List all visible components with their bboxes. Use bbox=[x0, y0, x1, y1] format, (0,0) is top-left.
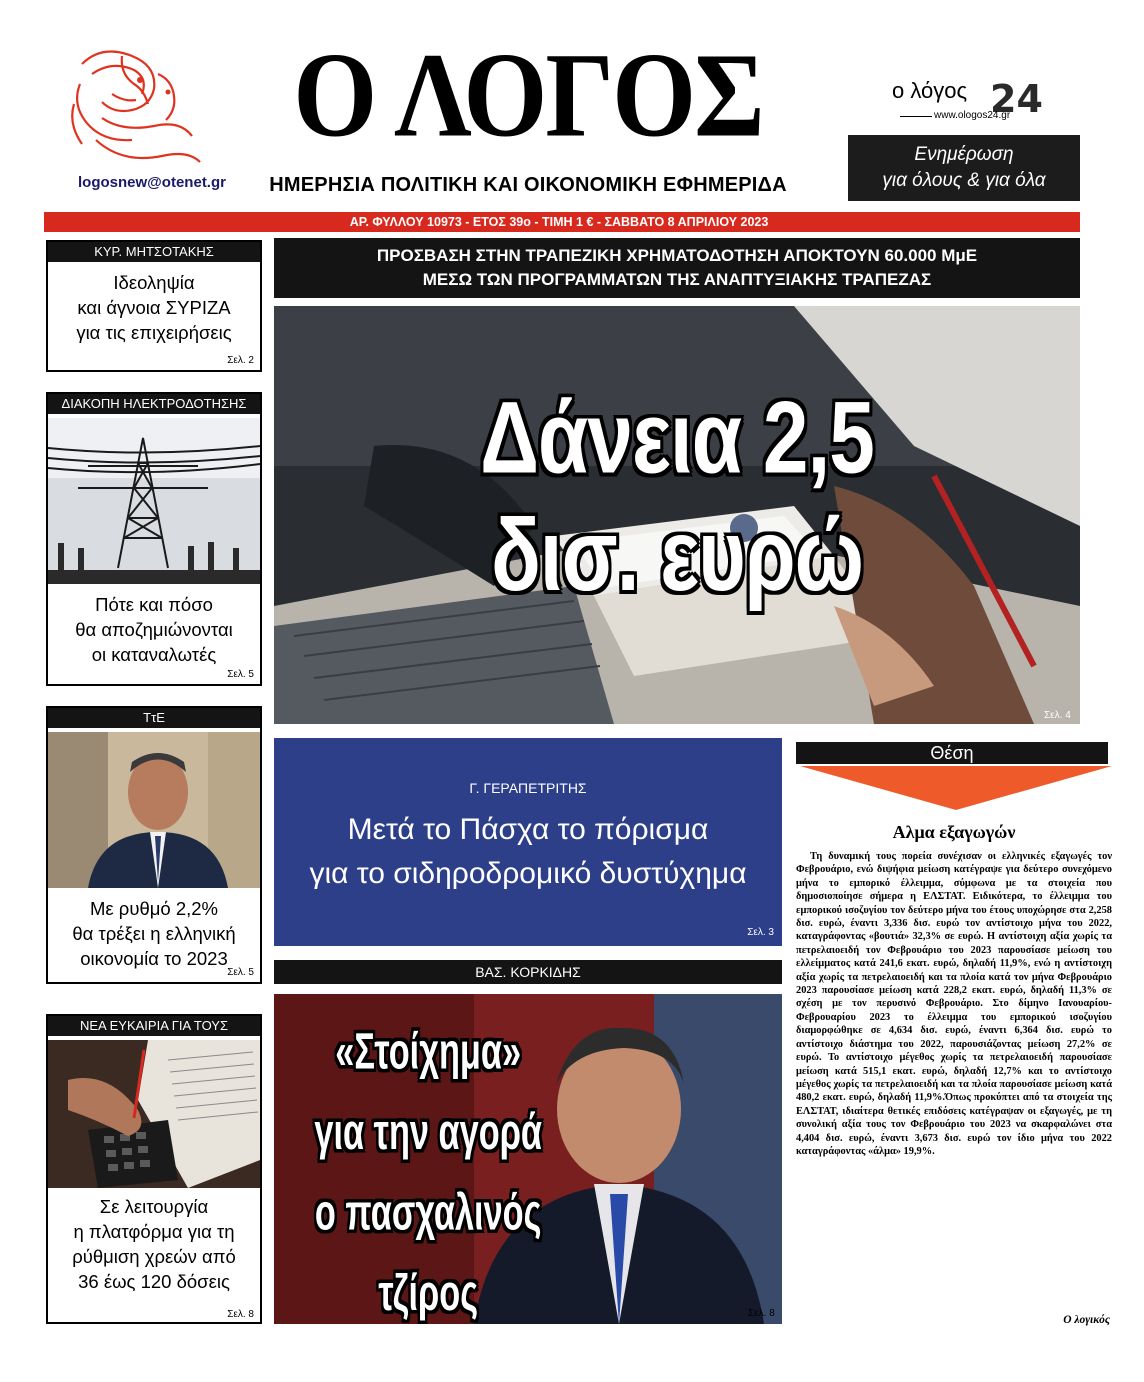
opinion-section-arrow bbox=[800, 766, 1112, 810]
website-brand[interactable] bbox=[870, 72, 1060, 132]
calculator-photo bbox=[48, 1040, 260, 1188]
lead-headline-line-1: Δάνεια 2,5 bbox=[480, 381, 874, 495]
sidebar-story-headline-line: θα τρέξει η ελληνική bbox=[72, 923, 236, 944]
newspaper-logo-illustration bbox=[62, 44, 212, 174]
website-tagline bbox=[848, 135, 1080, 201]
opinion-section-label: Θέση bbox=[796, 742, 1108, 764]
korkidis-headline-line-3: ο πασχαλινός τζίρος bbox=[314, 1184, 542, 1322]
sidebar-story-headline-line: οικονομία το 2023 bbox=[80, 948, 228, 969]
sidebar-story-headline-line: Ιδεοληψία bbox=[113, 272, 195, 293]
opinion-body: Τη δυναμική τους πορεία συνέχισαν οι ελληνικές εξαγωγές τον Φεβρουάριο, ενώ διψήφια μείωση κατέγραψε για δεύτερο συνεχόμενο μήνα το εμπορικό έλλειμμα, σύμφωνα με τα στοιχεία που δημοσιοποίησε σήμερα η ΕΛΣΤΑΤ. Ειδικότερα, το έλλειμμα του εμπορικού ισοζυγίου τον δεύτερο μήνα του έτους υποχώρησε στα 2,258 δισ. ευρώ, έναντι 3,336 δισ. ευρώ τον αντίστοιχο μήνα του 2022, καταγράφοντας «βουτιά» 32,3% σε ευρώ. Η αντίστοιχη αξία χωρίς τα πετρελαιοειδή τον Φεβρουάριο του 2023 παρουσίασε μείωση του ελλείμματος κατά 241,6 εκατ. ευρώ, δηλαδή 11,9%, ενώ η αντίστοιχη αξία χωρίς τα πετρελαιοειδή και τα πλοία κατά τον μήνα Φεβρουάριο 2023 παρουσίασε μείωση κατά 228,2 εκατ. ευρώ, δηλαδή 11,3% σε σχέση με τον περυσινό Φεβρουάριο. Στο δίμηνο Ιανουαρίου-Φεβρουαρίου 2023 το έλλειμμα του εμπορικού ισοζυγίου διαμορφώθηκε σε 4,634 δισ. ευρώ, έναντι 6,364 δισ. ευρώ το αντίστοιχο διάστημα του 2022, παρουσιάζοντας μείωση 27,2% σε ευρώ. Το αντίστοιχο μέγεθος χωρίς τα πετρελαιοειδή παρουσίασε μείωση κατά 515,1 εκατ. ευρώ, δηλαδή 12,7% και το αντίστοιχο μέγεθος χωρίς τα πετρελαιοειδή και τα πλοία παρουσίασε μείωση κατά 480,2 εκατ. ευρώ, δηλαδή 11,9%.Όπως προκύπτει από τα στοιχεία της ΕΛΣΤΑΤ, ιδιαίτερα θετικές επιδόσεις κατέγραψαν οι εξαγωγές, με τη συνολική αξία τους τον Φεβρουάριο του 2023 να σκαρφαλώνει στα 4,404 δισ. ευρώ, έναντι 3,673 δισ. ευρώ τον ίδιο μήνα του 2022 καταγράφοντας «άλμα» 19,9%. bbox=[796, 851, 1112, 1157]
brand-divider bbox=[900, 116, 932, 117]
opinion-title: Αλμα εξαγωγών bbox=[892, 822, 1016, 842]
website-24-mark-text: 24 bbox=[990, 77, 1043, 121]
lead-banner-line-2: ΜΕΣΩ ΤΩΝ ΠΡΟΓΡΑΜΜΑΤΩΝ ΤΗΣ ΑΝΑΠΤΥΞΙΑΚΗΣ ΤΡΑΠΕΖΑΣ bbox=[422, 270, 932, 289]
newspaper-title: Ο ΛΟΓΟΣ bbox=[293, 28, 763, 163]
sidebar-story-headline-line: 36 έως 120 δόσεις bbox=[78, 1271, 230, 1292]
newspaper-subtitle: ΗΜΕΡΗΣΙΑ ΠΟΛΙΤΙΚΗ ΚΑΙ ΟΙΚΟΝΟΜΙΚΗ ΕΦΗΜΕΡΙΔΑ bbox=[269, 174, 787, 196]
sidebar-story-page: Σελ. 8 bbox=[227, 1309, 254, 1320]
governor-portrait-photo bbox=[48, 732, 260, 888]
korkidis-kicker: ΒΑΣ. ΚΟΡΚΙΔΗΣ bbox=[274, 960, 782, 984]
sidebar-story-headline-line: οι καταναλωτές bbox=[91, 644, 217, 665]
lead-story-banner[interactable] bbox=[274, 238, 1080, 298]
rail-accident-story[interactable] bbox=[274, 738, 782, 946]
opinion-signature: Ο λογικός bbox=[1063, 1314, 1110, 1326]
power-pylon-photo bbox=[48, 418, 260, 584]
tagline-line-2: για όλους & για όλα bbox=[882, 170, 1046, 191]
sidebar-story-headline-line: Σε λειτουργία bbox=[99, 1196, 209, 1217]
sidebar-story-headline-line: και άγνοια ΣΥΡΙΖΑ bbox=[77, 297, 231, 318]
rail-story-kicker: Γ. ΓΕΡΑΠΕΤΡΙΤΗΣ bbox=[469, 780, 587, 796]
rail-story-page: Σελ. 3 bbox=[747, 927, 774, 938]
sidebar-story-page: Σελ. 5 bbox=[227, 669, 254, 680]
issue-info: ΑΡ. ΦΥΛΛΟΥ 10973 - ΕΤΟΣ 39ο - ΤΙΜΗ 1 € - ΣΑΒΒΑΤΟ 8 ΑΠΡΙΛΙΟΥ 2023 bbox=[349, 215, 769, 229]
korkidis-headline-line-2: για την αγορά bbox=[314, 1104, 543, 1161]
lead-headline[interactable] bbox=[274, 380, 1080, 615]
korkidis-headline[interactable] bbox=[280, 1012, 576, 1334]
issue-info-bar bbox=[44, 212, 1080, 232]
sidebar-story-debt-platform[interactable] bbox=[46, 1014, 262, 1324]
lead-headline-line-2: δισ. ευρώ bbox=[491, 498, 863, 613]
sidebar-story-header: ΔΙΑΚΟΠΗ ΗΛΕΚΤΡΟΔΟΤΗΣΗΣ bbox=[48, 394, 260, 414]
sidebar-story-power-cut[interactable] bbox=[46, 392, 262, 686]
korkidis-page-ref: Σελ. 8 bbox=[748, 1308, 775, 1319]
sidebar-story-headline-line: Πότε και πόσο bbox=[95, 594, 213, 615]
website-url[interactable]: www.ologos24.gr bbox=[934, 110, 1011, 121]
sidebar-story-headline-line: η πλατφόρμα για τη bbox=[73, 1221, 235, 1242]
sidebar-story-mitsotakis[interactable] bbox=[46, 240, 262, 372]
rail-story-headline-line-1: Μετά το Πάσχα το πόρισμα bbox=[347, 813, 709, 846]
tagline-line-1: Ενημέρωση bbox=[914, 144, 1014, 165]
sidebar-story-header: ΚΥΡ. ΜΗΤΣΟΤΑΚΗΣ bbox=[48, 242, 260, 262]
sidebar-story-header: ΝΕΑ ΕΥΚΑΙΡΙΑ ΓΙΑ ΤΟΥΣ bbox=[48, 1016, 260, 1036]
contact-email[interactable]: logosnew@otenet.gr bbox=[78, 174, 226, 191]
sidebar-story-headline-line: για τις επιχειρήσεις bbox=[76, 322, 232, 343]
sidebar-story-headline-line: θα αποζημιώνονται bbox=[75, 619, 233, 640]
sidebar-story-page: Σελ. 2 bbox=[227, 355, 254, 366]
korkidis-headline-line-1: «Στοίχημα» bbox=[335, 1023, 522, 1080]
sidebar-story-headline-line: ρύθμιση χρεών από bbox=[72, 1246, 236, 1267]
sidebar-story-page: Σελ. 5 bbox=[227, 967, 254, 978]
sidebar-story-bank-of-greece[interactable] bbox=[46, 706, 262, 984]
lead-page-ref: Σελ. 4 bbox=[1044, 710, 1071, 721]
sidebar-story-header: ΤτΕ bbox=[48, 708, 260, 728]
sidebar-story-headline-line: Με ρυθμό 2,2% bbox=[90, 898, 218, 919]
rail-story-headline-line-2: για το σιδηροδρομικό δυστύχημα bbox=[309, 857, 747, 890]
website-brand-name: ο λόγος bbox=[892, 78, 968, 103]
lead-banner-line-1: ΠΡΟΣΒΑΣΗ ΣΤΗΝ ΤΡΑΠΕΖΙΚΗ ΧΡΗΜΑΤΟΔΟΤΗΣΗ ΑΠΟΚΤΟΥΝ 60.000 ΜμΕ bbox=[376, 246, 978, 265]
